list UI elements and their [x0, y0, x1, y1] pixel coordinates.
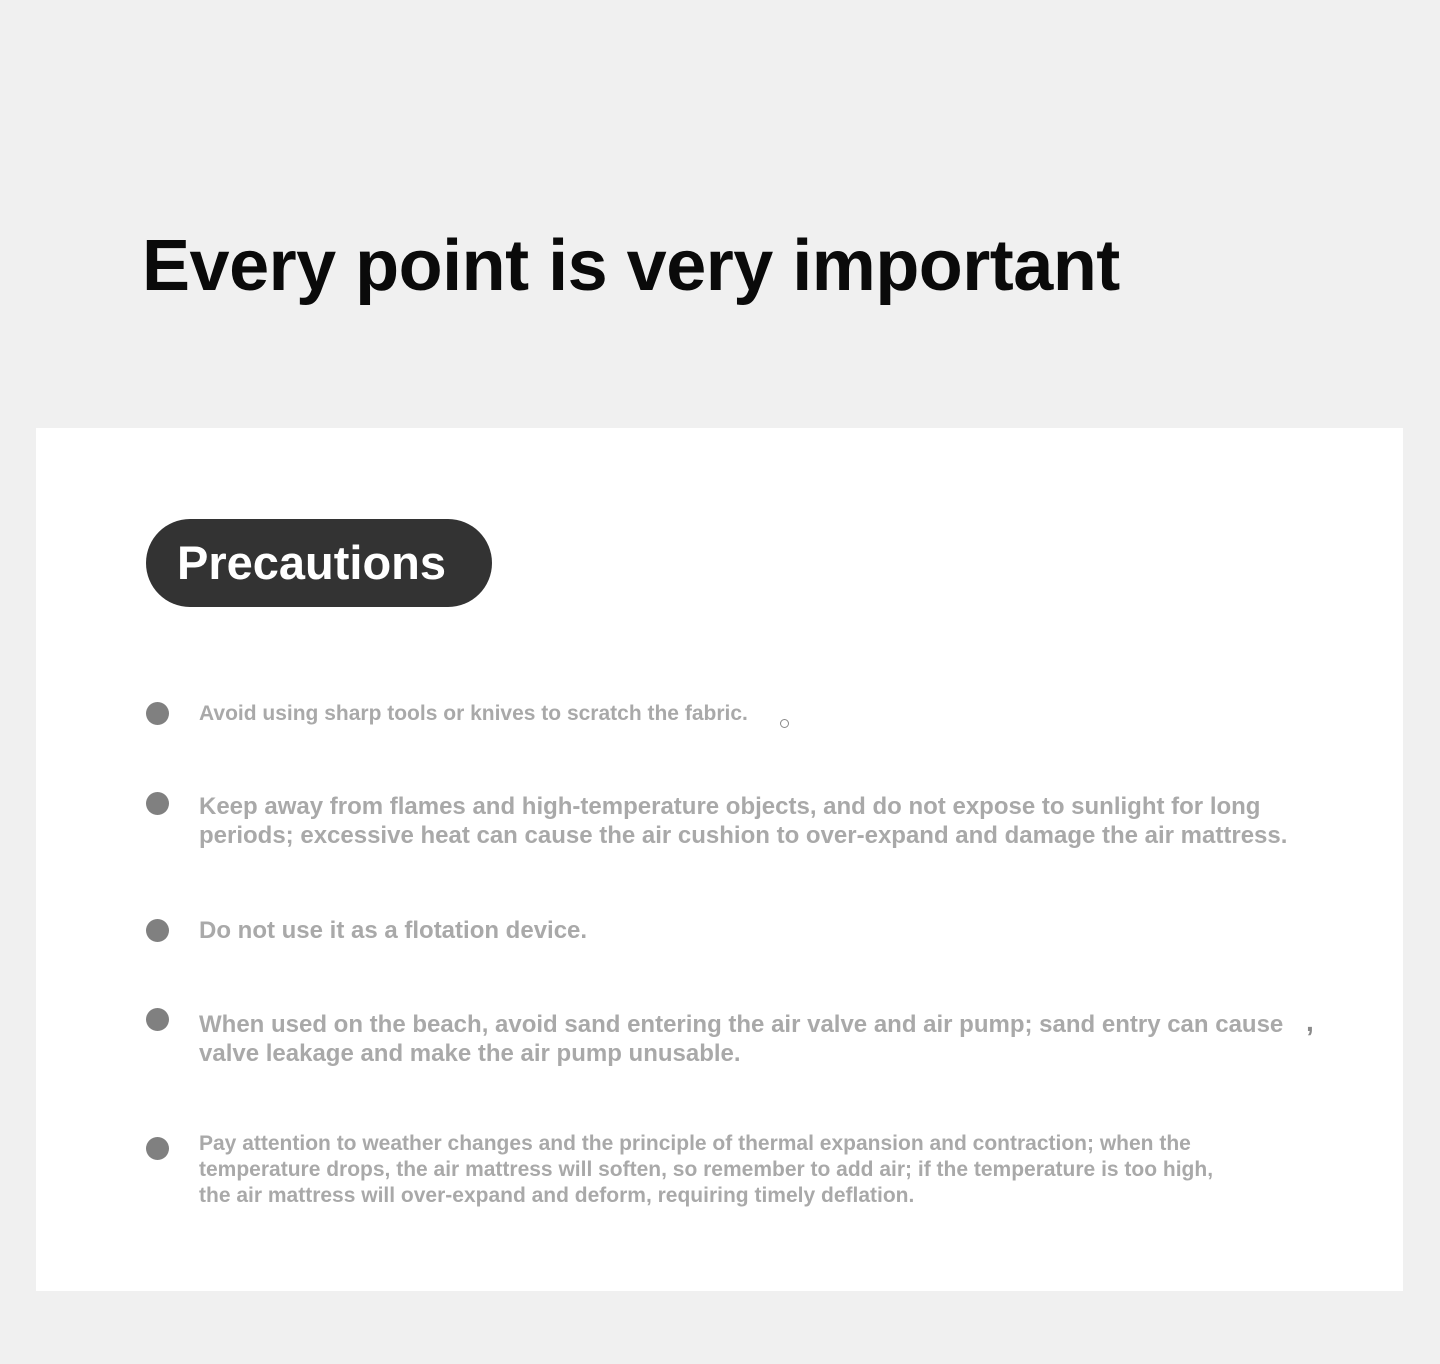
bullet-icon — [146, 702, 169, 725]
item-line: Pay attention to weather changes and the principle of thermal expansion and contraction; when the — [199, 1132, 1191, 1155]
trailing-mark — [780, 719, 789, 728]
bullet-icon — [146, 919, 169, 942]
item-text — [199, 701, 748, 727]
item-line: Do not use it as a flotation device. — [199, 917, 588, 944]
precautions-card — [36, 428, 1403, 1291]
item-line: valve leakage and make the air pump unusable. — [199, 1040, 741, 1067]
item-line: temperature drops, the air mattress will soften, so remember to add air; if the temperature is too high, — [199, 1158, 1214, 1181]
bullet-icon — [146, 1008, 169, 1031]
item-line: periods; excessive heat can cause the air cushion to over-expand and damage the air mattress. — [199, 822, 1288, 849]
trailing-mark: , — [1306, 1006, 1314, 1037]
item-text — [199, 916, 587, 945]
item-text — [199, 1010, 1283, 1068]
item-line: the air mattress will over-expand and deform, requiring timely deflation. — [199, 1184, 915, 1207]
page-headline: Every point is very important — [142, 226, 1120, 306]
item-line: Avoid using sharp tools or knives to scratch the fabric. — [199, 702, 748, 725]
bullet-icon — [146, 1137, 169, 1160]
item-text — [199, 1131, 1213, 1209]
section-title-pill: Precautions — [146, 519, 492, 607]
item-line: Keep away from flames and high-temperature objects, and do not expose to sunlight for long — [199, 793, 1261, 820]
bullet-icon — [146, 792, 169, 815]
item-line: When used on the beach, avoid sand entering the air valve and air pump; sand entry can cause — [199, 1011, 1284, 1038]
item-text — [199, 792, 1287, 850]
